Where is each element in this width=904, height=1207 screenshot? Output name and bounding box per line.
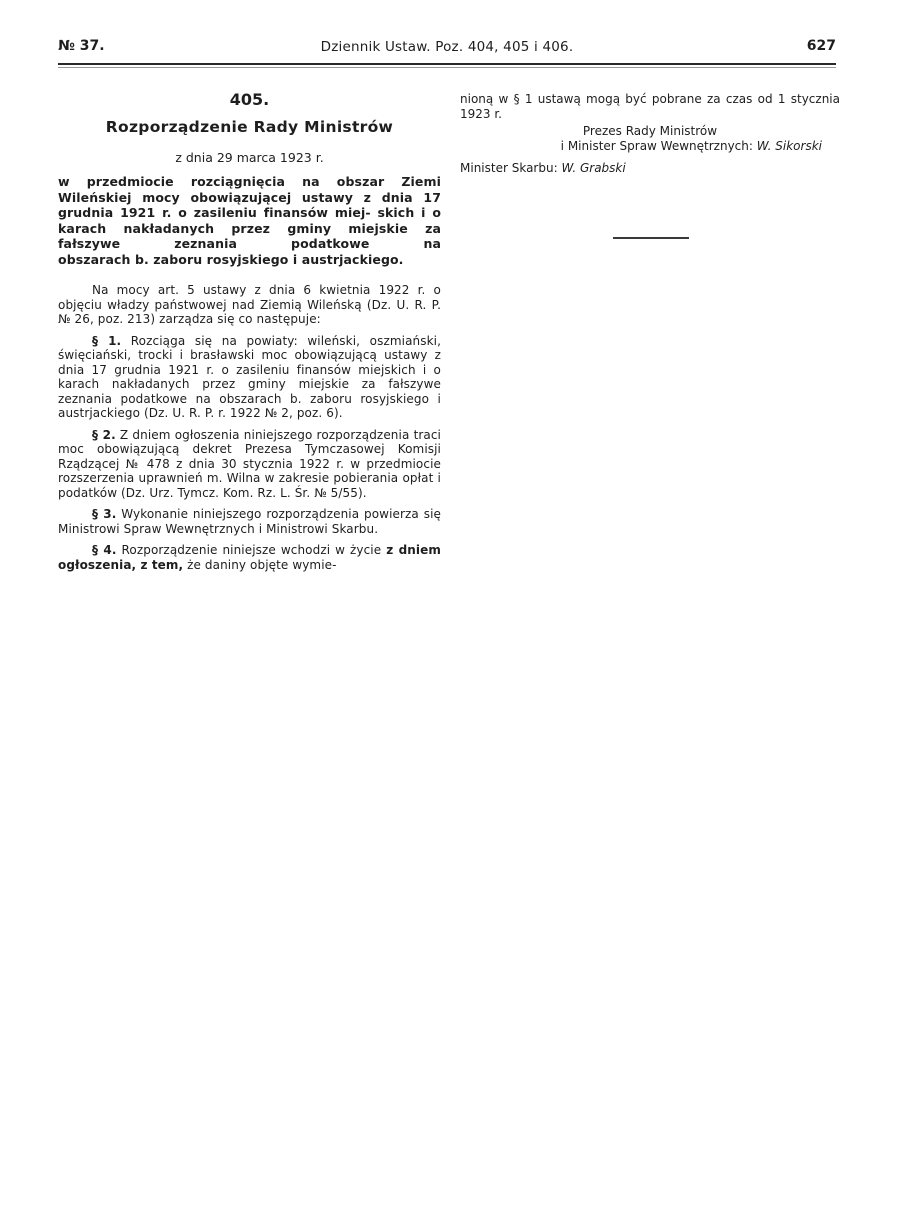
section-text: Rozporządzenie niniejsze wchodzi w życie: [121, 543, 382, 557]
signature-name: W. Sikorski: [756, 138, 822, 153]
header-rule-thin: [58, 67, 836, 68]
section-1: [58, 334, 441, 421]
signature-treasury-minister: [460, 161, 840, 176]
signature-role: Minister Skarbu:: [460, 161, 558, 175]
subject-line: obszarach b. zaboru rosyjskiego i austrjackiego.: [58, 251, 404, 267]
section-text: Z dniem ogłoszenia niniejszego rozporządzenia traci moc obowiązującą dekret Prezesa Tymczasowej Komisji Rządzącej № 478 z dnia 30 stycznia 1922 r. w przedmiocie rozszerzenia uprawnień m. Wilna w zakresie pobierania opłat i podatków (Dz. Urz. Tymcz. Kom. Rz. L. Śr. № 5/55).: [58, 427, 441, 500]
section-mark: § 4.: [92, 543, 117, 557]
section-4: [58, 543, 441, 572]
section-text-bold: z dniem ogłoszenia, z tem,: [58, 543, 441, 572]
subject-line: w przedmiocie rozciągnięcia na obszar Ziemi: [58, 174, 441, 189]
act-number: 405.: [229, 90, 270, 109]
act-subject: [58, 174, 441, 267]
subject-line: 17 grudnia 1921 r. o zasileniu finansów miej-: [58, 189, 442, 220]
issue-number: № 37.: [58, 38, 105, 54]
section-mark: § 3.: [92, 507, 117, 521]
subject-line: miejskie za fałszywe zeznania podatkowe na: [58, 220, 442, 251]
journal-reference: Dziennik Ustaw. Poz. 404, 405 i 406.: [320, 39, 574, 55]
section-2: [58, 428, 441, 501]
signature-name: W. Grabski: [561, 161, 626, 175]
section-text: Wykonanie niniejszego rozporządzenia powierza się Ministrowi Spraw Wewnętrznych i Ministrowi Skarbu.: [58, 507, 441, 536]
subject-line: skich i o karach nakładanych przez gminy: [58, 205, 442, 236]
section-text: Rozciąga się na powiaty: wileński, oszmiański, święciański, trocki i brasławski moc obowiązującą ustawy z dnia 17 grudnia 1921 r. o zasileniu finansów miejskich i o karach nakładanych przez gminy miejskie za fałszywe zeznania podatkowe na obszarach b. zaboru rosyjskiego i austrjackiego (Dz. U. R. P. r. 1922 № 2, poz. 6).: [58, 333, 441, 420]
signature-role: i Minister Spraw Wewnętrznych:: [560, 138, 753, 153]
section-mark: § 2.: [92, 427, 116, 442]
section-3: [58, 507, 441, 536]
page-number: 627: [806, 38, 836, 54]
section-mark: § 1.: [92, 333, 122, 348]
left-column: [58, 90, 441, 579]
section-4-continuation: nioną w § 1 ustawą mogą być pobrane za czas od 1 stycznia 1923 r.: [460, 92, 840, 121]
header-rule: [58, 63, 836, 65]
subject-line: Wileńskiej mocy obowiązującej ustawy z dnia: [58, 189, 413, 205]
running-header: [58, 38, 836, 60]
signature-prime-minister-title: Prezes Rady Ministrów: [582, 124, 718, 138]
act-date: z dnia 29 marca 1923 r.: [175, 150, 324, 165]
act-title: Rozporządzenie Rady Ministrów: [105, 118, 394, 136]
right-column: [460, 92, 840, 176]
section-text-tail: że daniny objęte wymie-: [187, 557, 337, 572]
preamble: Na mocy art. 5 ustawy z dnia 6 kwietnia 1922 r. o objęciu władzy państwowej nad Ziemią Wileńską (Dz. U. R. P. № 26, poz. 213) zarządza się co następuje:: [58, 283, 441, 326]
closing-rule: [613, 237, 689, 239]
signature-prime-minister: [460, 139, 822, 154]
